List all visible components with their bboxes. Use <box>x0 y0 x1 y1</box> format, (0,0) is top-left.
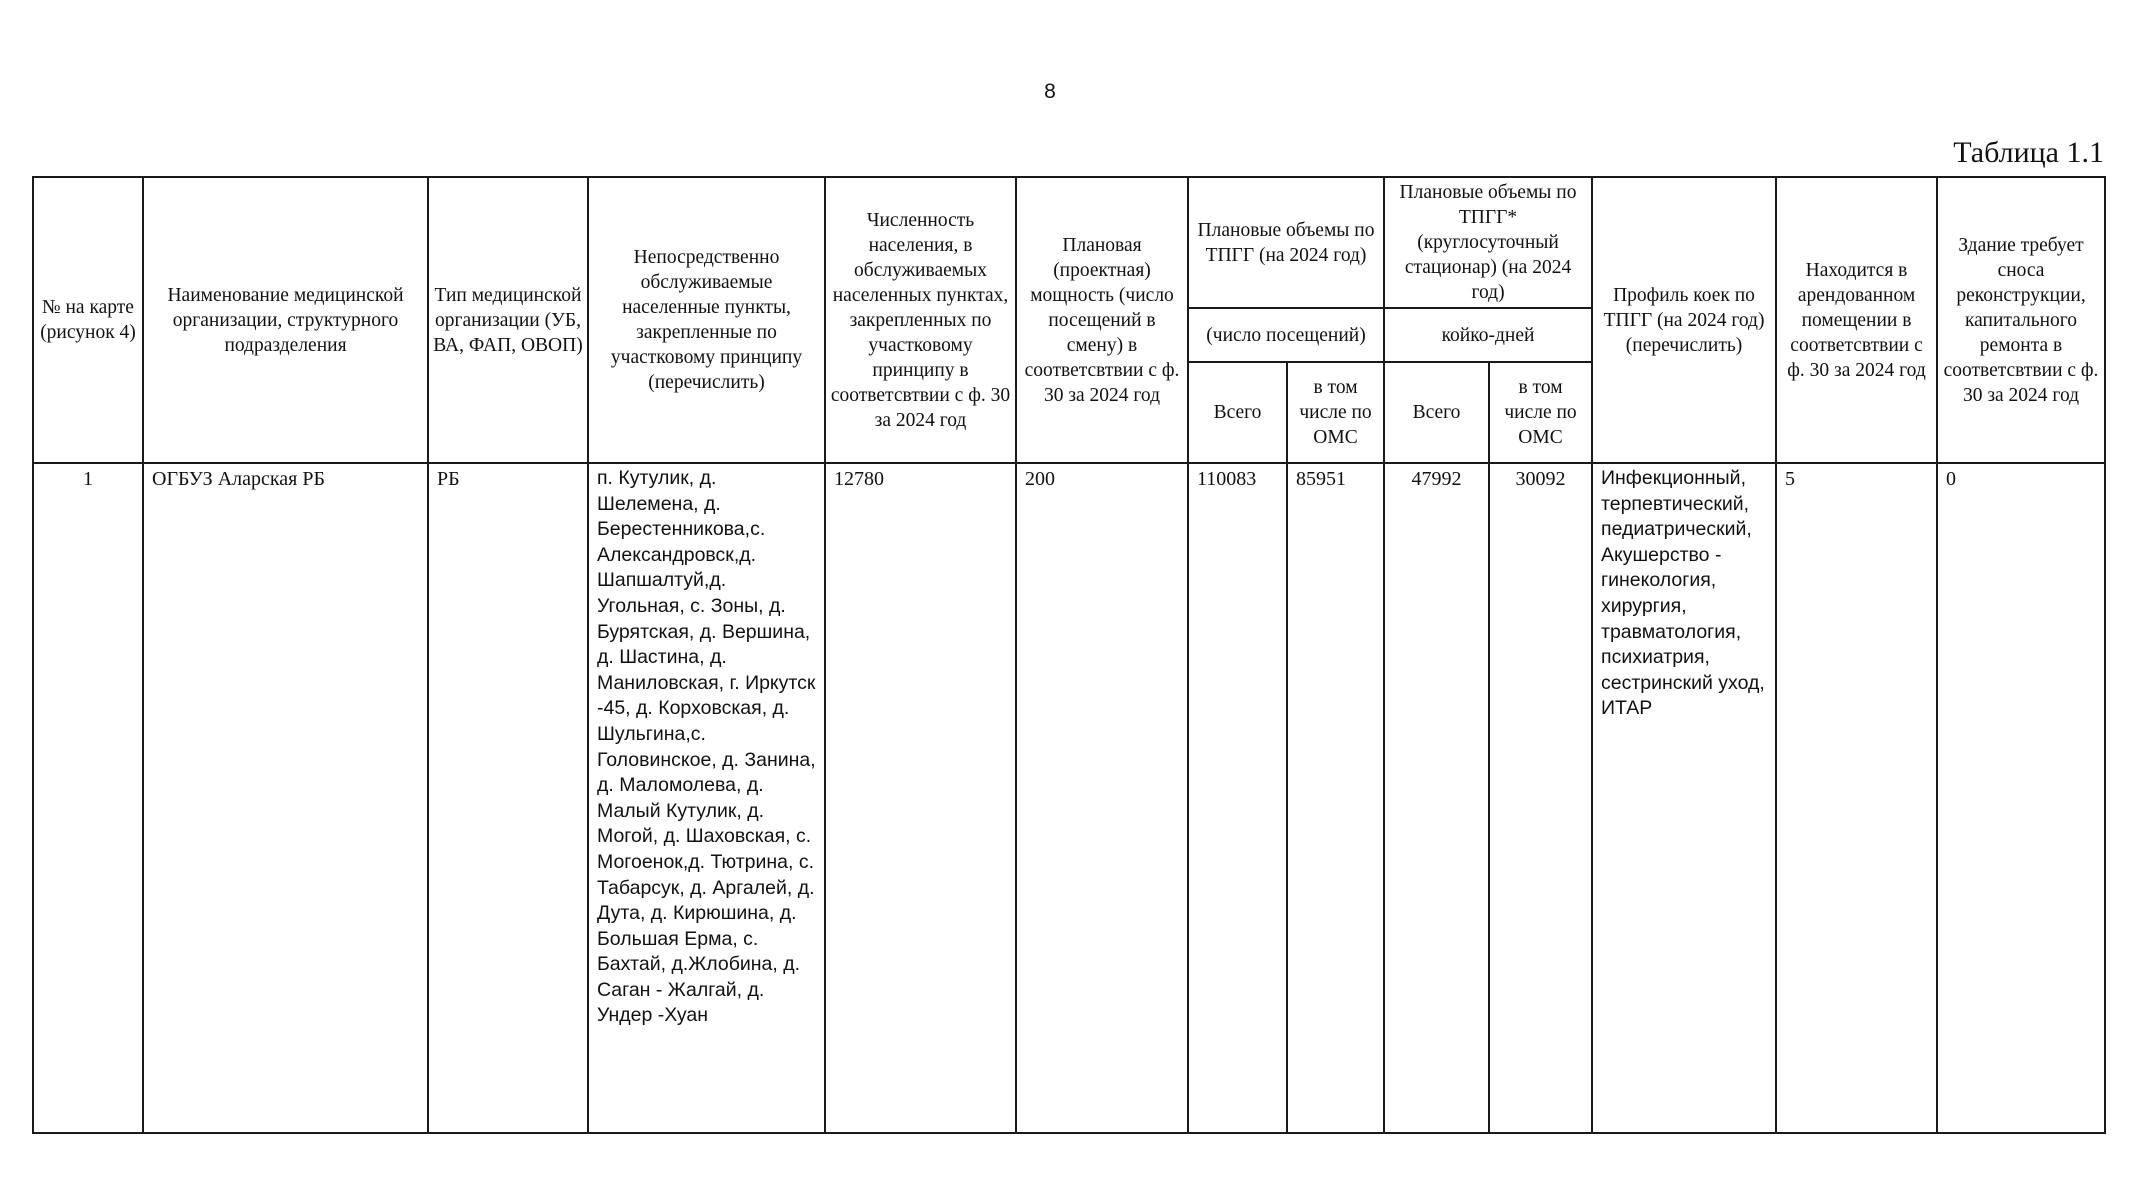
header-map-number: № на карте (рисунок 4) <box>33 177 143 463</box>
header-population: Численность населения, в обслуживаемых населенных пунктах, закрепленных по участковому принципу в соответсвтвии с ф. 30 за 2024 год <box>825 177 1016 463</box>
cell-rented: 5 <box>1776 463 1937 1133</box>
cell-needs-repair: 0 <box>1937 463 2105 1133</box>
table-caption: Таблица 1.1 <box>1953 136 2104 169</box>
page-number: 8 <box>1044 80 1056 103</box>
table-row <box>33 463 2105 1133</box>
header-visits-oms: в том числе по ОМС <box>1287 362 1384 463</box>
header-organization-name: Наименование медицинской организации, структурного подразделения <box>143 177 428 463</box>
header-visits-unit: (число посещений) <box>1188 308 1384 362</box>
cell-map-number: 1 <box>33 463 143 1133</box>
data-table <box>32 176 2106 1134</box>
cell-bed-profile: Инфекционный, терпевтический, педиатрический, Акушерство - гинекология, хирургия, травматология, психиатрия, сестринский уход, ИТАР <box>1592 463 1776 1133</box>
header-beddays-oms: в том числе по ОМС <box>1489 362 1592 463</box>
header-group-inpatient: Плановые объемы по ТПГГ* (круглосуточный стационар) (на 2024 год) <box>1384 177 1592 308</box>
cell-beddays-oms: 30092 <box>1489 463 1592 1133</box>
header-capacity: Плановая (проектная) мощность (число посещений в смену) в соответсвтвии с ф. 30 за 2024 год <box>1016 177 1188 463</box>
cell-visits-oms: 85951 <box>1287 463 1384 1133</box>
header-bed-profile: Профиль коек по ТПГГ (на 2024 год) (перечислить) <box>1592 177 1776 463</box>
header-group-visits: Плановые объемы по ТПГГ (на 2024 год) <box>1188 177 1384 308</box>
cell-organization-name: ОГБУЗ Аларская РБ <box>143 463 428 1133</box>
header-beddays-total: Всего <box>1384 362 1489 463</box>
cell-population: 12780 <box>825 463 1016 1133</box>
header-needs-repair: Здание требует сноса реконструкции, капитального ремонта в соответсвтвии с ф. 30 за 2024 год <box>1937 177 2105 463</box>
cell-organization-type: РБ <box>428 463 588 1133</box>
cell-settlements: п. Кутулик, д. Шелемена, д. Берестенникова,с. Александровск,д. Шапшалтуй,д. Угольная, с. Зоны, д. Бурятская, д. Вершина, д. Шастина, д. Маниловская, г. Иркутск -45, д. Корховская, д. Шульгина,с. Головинское, д. Занина, д. Маломолева, д. Малый Кутулик, д. Могой, д. Шаховская, с. Могоенок,д. Тютрина, с. Табарсук, д. Аргалей, д. Дута, д. Кирюшина, д. Большая Ерма, с. Бахтай, д.Жлобина, д. Саган - Жалгай, д. Ундер -Хуан <box>588 463 825 1133</box>
header-settlements: Непосредственно обслуживаемые населенные пункты, закрепленные по участковому принципу (перечислить) <box>588 177 825 463</box>
header-organization-type: Тип медицинской организации (УБ, ВА, ФАП, ОВОП) <box>428 177 588 463</box>
header-visits-total: Всего <box>1188 362 1287 463</box>
header-rented: Находится в арендованном помещении в соответсвтвии с ф. 30 за 2024 год <box>1776 177 1937 463</box>
cell-visits-total: 110083 <box>1188 463 1287 1133</box>
cell-beddays-total: 47992 <box>1384 463 1489 1133</box>
cell-capacity: 200 <box>1016 463 1188 1133</box>
header-row-1 <box>33 177 2105 308</box>
header-beddays-unit: койко-дней <box>1384 308 1592 362</box>
